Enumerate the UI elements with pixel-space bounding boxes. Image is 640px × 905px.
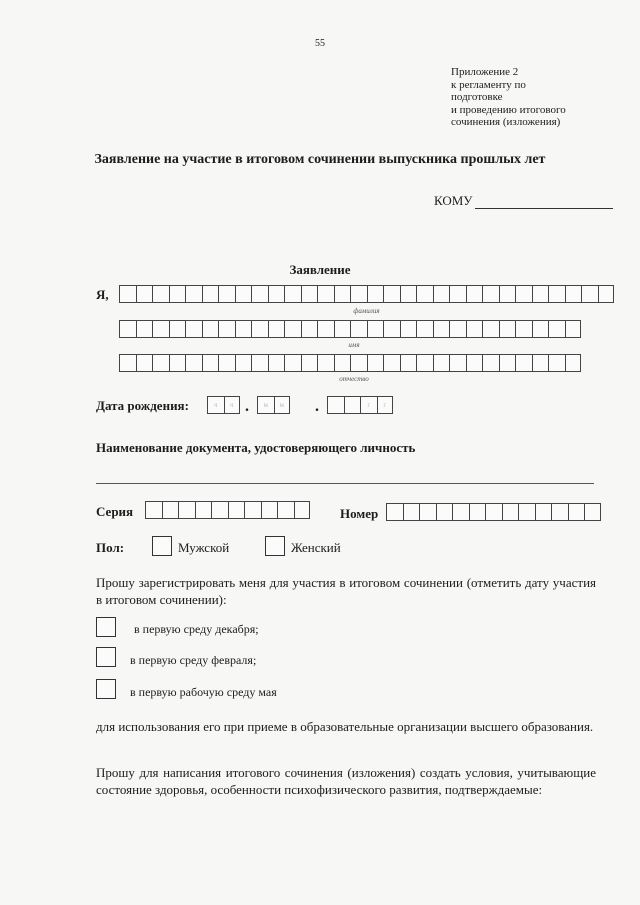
letter-cell[interactable]: [169, 354, 186, 372]
letter-cell[interactable]: [301, 354, 318, 372]
conditions-text: Прошу для написания итогового сочинения (изложения) создать условия, учитывающие состояние здоровья, особенности психофизического развития, подтверждаемые:: [96, 765, 596, 797]
letter-cell[interactable]: [334, 320, 351, 338]
letter-cell[interactable]: [482, 285, 499, 303]
date-cell[interactable]: м: [274, 396, 291, 414]
recipient-field: [434, 193, 613, 209]
letter-cell[interactable]: [449, 354, 466, 372]
surname-label: Я,: [96, 287, 109, 302]
letter-cell[interactable]: [433, 285, 450, 303]
letter-cell[interactable]: [367, 354, 384, 372]
letter-cell[interactable]: [119, 285, 136, 303]
gender-female-label: Женский: [291, 540, 341, 555]
letter-cell[interactable]: [499, 354, 516, 372]
option-december-label: в первую среду декабря;: [134, 622, 259, 636]
patronymic-cells[interactable]: [119, 354, 581, 372]
date-cell[interactable]: м: [257, 396, 274, 414]
letter-cell[interactable]: [235, 320, 252, 338]
name-caption: имя: [348, 341, 360, 349]
appendix-line: подготовке: [451, 91, 503, 103]
letter-cell[interactable]: [482, 354, 499, 372]
date-cell[interactable]: [327, 396, 344, 414]
letter-cell[interactable]: [268, 285, 285, 303]
letter-cell[interactable]: [152, 354, 169, 372]
name-cells[interactable]: [119, 320, 581, 338]
letter-cell[interactable]: [532, 354, 549, 372]
letter-cell[interactable]: [235, 354, 252, 372]
letter-cell[interactable]: [581, 285, 598, 303]
page-number: 55: [315, 38, 325, 49]
appendix-line: Приложение 2: [451, 66, 519, 78]
letter-cell[interactable]: [548, 354, 565, 372]
letter-cell[interactable]: [383, 354, 400, 372]
appendix-line: к регламенту по: [451, 78, 526, 91]
letter-cell[interactable]: [383, 320, 400, 338]
date-cell[interactable]: ч: [224, 396, 241, 414]
letter-cell[interactable]: [317, 285, 334, 303]
letter-cell[interactable]: [119, 354, 136, 372]
letter-cell[interactable]: [284, 285, 301, 303]
patronymic-caption: отчество: [339, 375, 369, 383]
surname-caption: фамилия: [353, 307, 380, 315]
letter-cell[interactable]: [350, 320, 367, 338]
letter-cell[interactable]: [169, 285, 186, 303]
letter-cell[interactable]: [136, 320, 153, 338]
letter-cell[interactable]: [162, 501, 179, 519]
letter-cell[interactable]: [178, 501, 195, 519]
letter-cell[interactable]: [317, 354, 334, 372]
letter-cell[interactable]: [416, 285, 433, 303]
purpose-text: для использования его при приеме в образовательные организации высшего образования.: [96, 719, 594, 734]
letter-cell[interactable]: [449, 285, 466, 303]
gender-male-label: Мужской: [178, 540, 230, 555]
letter-cell[interactable]: [469, 503, 486, 521]
letter-cell[interactable]: [518, 503, 535, 521]
date-cell[interactable]: ч: [207, 396, 224, 414]
letter-cell[interactable]: [350, 354, 367, 372]
letter-cell[interactable]: [284, 320, 301, 338]
letter-cell[interactable]: [551, 503, 568, 521]
letter-cell[interactable]: [185, 320, 202, 338]
letter-cell[interactable]: [268, 354, 285, 372]
letter-cell[interactable]: [211, 501, 228, 519]
letter-cell[interactable]: [334, 285, 351, 303]
letter-cell[interactable]: [403, 503, 420, 521]
gender-label: Пол:: [96, 540, 125, 555]
birth-date-label: Дата рождения:: [96, 398, 189, 413]
letter-cell[interactable]: [235, 285, 252, 303]
recipient-input-line[interactable]: [475, 196, 613, 209]
number-cells[interactable]: [386, 503, 601, 521]
appendix-line: и проведению итогового: [451, 103, 566, 116]
letter-cell[interactable]: [400, 320, 417, 338]
letter-cell[interactable]: [251, 285, 268, 303]
letter-cell[interactable]: [416, 320, 433, 338]
letter-cell[interactable]: [350, 285, 367, 303]
letter-cell[interactable]: [277, 501, 294, 519]
surname-cells[interactable]: [119, 285, 614, 303]
document-label: Наименование документа, удостоверяющего личность: [96, 440, 416, 455]
letter-cell[interactable]: [485, 503, 502, 521]
appendix-line: сочинения (изложения): [451, 116, 561, 128]
letter-cell[interactable]: [383, 285, 400, 303]
letter-cell[interactable]: [548, 320, 565, 338]
letter-cell[interactable]: [499, 320, 516, 338]
letter-cell[interactable]: [532, 285, 549, 303]
option-february-checkbox[interactable]: [96, 647, 116, 667]
recipient-label: КОМУ: [434, 193, 473, 208]
letter-cell[interactable]: [416, 354, 433, 372]
letter-cell[interactable]: [433, 354, 450, 372]
letter-cell[interactable]: [548, 285, 565, 303]
letter-cell[interactable]: [535, 503, 552, 521]
request-text: Прошу зарегистрировать меня для участия в итоговом сочинении (отметить дату участия в итоговом сочинении):: [96, 575, 596, 607]
letter-cell[interactable]: [195, 501, 212, 519]
letter-cell[interactable]: [152, 285, 169, 303]
letter-cell[interactable]: [565, 285, 582, 303]
option-may-checkbox[interactable]: [96, 679, 116, 699]
letter-cell[interactable]: [119, 320, 136, 338]
letter-cell[interactable]: [202, 285, 219, 303]
letter-cell[interactable]: [502, 503, 519, 521]
letter-cell[interactable]: [301, 285, 318, 303]
letter-cell[interactable]: [185, 285, 202, 303]
form-title: Заявление на участие в итоговом сочинении выпускника прошлых лет: [94, 152, 546, 167]
letter-cell[interactable]: [482, 320, 499, 338]
letter-cell[interactable]: [218, 285, 235, 303]
letter-cell[interactable]: [202, 354, 219, 372]
letter-cell[interactable]: [499, 285, 516, 303]
letter-cell[interactable]: [466, 285, 483, 303]
option-december-checkbox[interactable]: [96, 617, 116, 637]
letter-cell[interactable]: [301, 320, 318, 338]
letter-cell[interactable]: [152, 320, 169, 338]
letter-cell[interactable]: [185, 354, 202, 372]
application-subtitle: Заявление: [289, 262, 351, 277]
option-february-label: в первую среду февраля;: [130, 653, 257, 667]
letter-cell[interactable]: [565, 320, 582, 338]
birth-day-cells[interactable]: [207, 396, 240, 414]
gender-male-checkbox[interactable]: [152, 536, 172, 556]
letter-cell[interactable]: [584, 503, 601, 521]
letter-cell[interactable]: [136, 285, 153, 303]
date-cell[interactable]: г: [377, 396, 394, 414]
letter-cell[interactable]: [515, 285, 532, 303]
letter-cell[interactable]: [515, 320, 532, 338]
letter-cell[interactable]: [218, 354, 235, 372]
date-cell[interactable]: [344, 396, 361, 414]
letter-cell[interactable]: [228, 501, 245, 519]
letter-cell[interactable]: [367, 320, 384, 338]
number-label: Номер: [340, 506, 379, 521]
letter-cell[interactable]: [145, 501, 162, 519]
letter-cell[interactable]: [334, 354, 351, 372]
series-label: Серия: [96, 504, 134, 519]
letter-cell[interactable]: [433, 320, 450, 338]
letter-cell[interactable]: [386, 503, 403, 521]
letter-cell[interactable]: [367, 285, 384, 303]
letter-cell[interactable]: [284, 354, 301, 372]
letter-cell[interactable]: [466, 354, 483, 372]
series-cells[interactable]: [145, 501, 310, 519]
letter-cell[interactable]: [565, 354, 582, 372]
birth-month-cells[interactable]: [257, 396, 290, 414]
letter-cell[interactable]: [268, 320, 285, 338]
letter-cell[interactable]: [202, 320, 219, 338]
appendix-block: [451, 66, 601, 129]
letter-cell[interactable]: [568, 503, 585, 521]
date-separator: .: [245, 398, 249, 415]
letter-cell[interactable]: [244, 501, 261, 519]
letter-cell[interactable]: [515, 354, 532, 372]
letter-cell[interactable]: [436, 503, 453, 521]
letter-cell[interactable]: [452, 503, 469, 521]
gender-female-checkbox[interactable]: [265, 536, 285, 556]
letter-cell[interactable]: [598, 285, 615, 303]
letter-cell[interactable]: [400, 354, 417, 372]
letter-cell[interactable]: [294, 501, 311, 519]
letter-cell[interactable]: [251, 320, 268, 338]
letter-cell[interactable]: [400, 285, 417, 303]
document-input-line[interactable]: [96, 483, 594, 484]
letter-cell[interactable]: [169, 320, 186, 338]
date-cell[interactable]: г: [360, 396, 377, 414]
letter-cell[interactable]: [136, 354, 153, 372]
letter-cell[interactable]: [218, 320, 235, 338]
letter-cell[interactable]: [466, 320, 483, 338]
letter-cell[interactable]: [532, 320, 549, 338]
letter-cell[interactable]: [419, 503, 436, 521]
letter-cell[interactable]: [449, 320, 466, 338]
date-separator: .: [315, 398, 319, 415]
option-may-label: в первую рабочую среду мая: [130, 685, 277, 699]
letter-cell[interactable]: [317, 320, 334, 338]
letter-cell[interactable]: [251, 354, 268, 372]
birth-year-cells[interactable]: [327, 396, 393, 414]
letter-cell[interactable]: [261, 501, 278, 519]
